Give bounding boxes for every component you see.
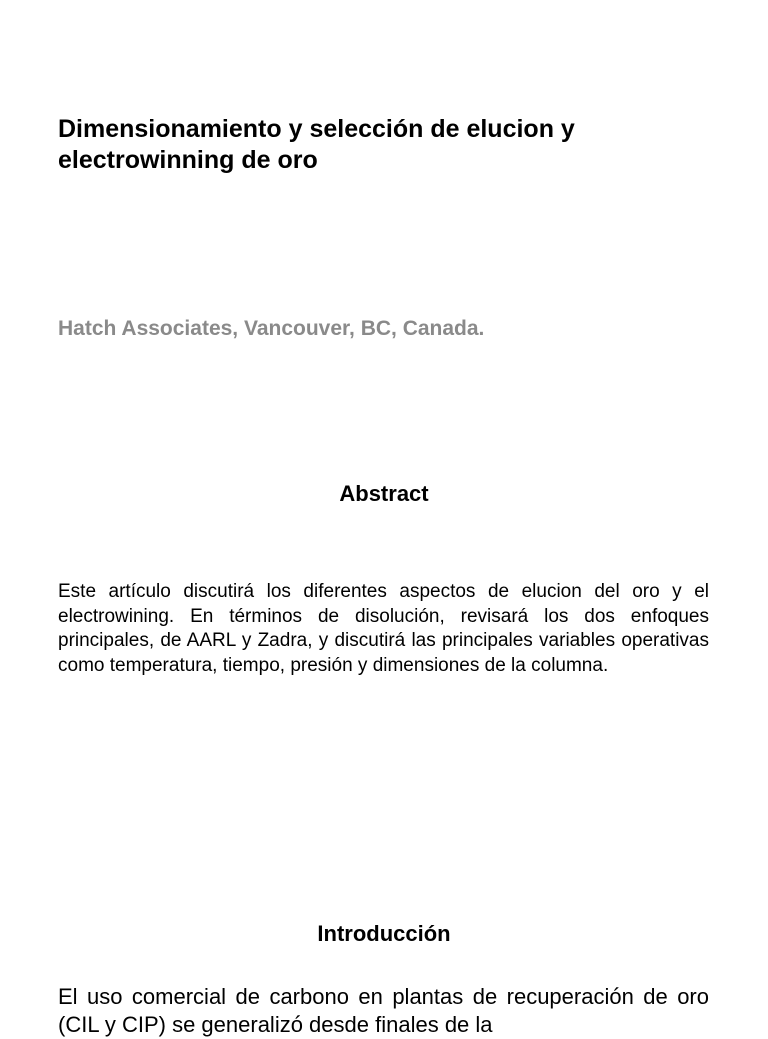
abstract-heading: Abstract [339,481,429,506]
author-affiliation: Hatch Associates, Vancouver, BC, Canada. [58,317,485,340]
abstract-paragraph: Este artículo discutirá los diferentes aspectos de elucion del oro y el electrowining. En términos de disolución, revisará los dos enfoques principales, de AARL y Zadra, y discutirá las principales variables operativas como temperatura, tiempo, presión y dimensiones de la columna. [58,581,709,676]
introduction-paragraph: El uso comercial de carbono en plantas de recuperación de oro (CIL y CIP) se generalizó desde finales de la [58,984,709,1037]
introduction-heading: Introducción [317,921,451,946]
paper-title: Dimensionamiento y selección de elucion y electrowinning de oro [58,115,575,174]
